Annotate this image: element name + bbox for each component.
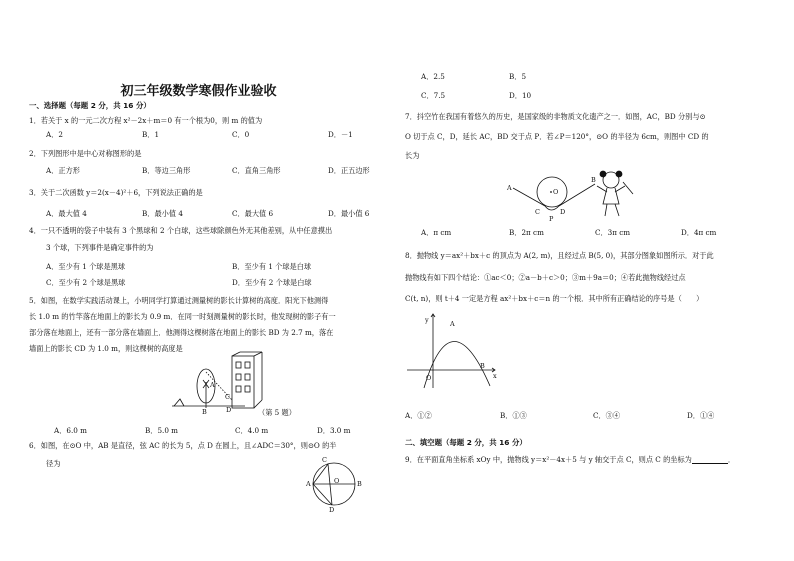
- q4-option-d[interactable]: D．至少有 2 个球是白球: [232, 278, 312, 287]
- q7-label-b: B: [591, 176, 596, 184]
- q4-stem-line1: 4．一只不透明的袋子中装有 3 个黑球和 2 个白球，这些球除颜色外无其他差别，从中任意摸出: [29, 226, 333, 235]
- q5-option-d[interactable]: D．3.0 m: [317, 426, 351, 435]
- q8-stem-line1: 8．抛物线 y＝ax²＋bx＋c 的顶点为 A(2, m)，且经过点 B(5, 0)，其部分图象如图所示．对于此: [405, 251, 714, 260]
- q5-label-d: D: [226, 406, 232, 414]
- q6-label-c: C: [322, 456, 327, 464]
- q6-stem-line2: 径为: [46, 459, 61, 468]
- q5-stem-line2: 长 1.0 m 的竹竿落在地面上的影长为 0.9 m．在同一时刻测量树的影长时，他发现树的影子有一: [29, 312, 336, 321]
- q7-option-d[interactable]: D．4π cm: [681, 228, 717, 237]
- q4-stem-line2: 3 个球，下列事件是确定事件的为: [46, 243, 154, 252]
- q5-label-b: B: [202, 408, 207, 416]
- q7-diabolo-figure: [507, 170, 647, 222]
- q7-option-c[interactable]: C．3π cm: [595, 228, 631, 237]
- section-fill-heading: 二、填空题（每题 2 分，共 16 分）: [405, 438, 527, 447]
- q7-stem-line2: O 切于点 C，D，延长 AC，BD 交于点 P．若∠P＝120°，⊙O 的半径为 6cm，则图中 CD 的: [405, 132, 709, 141]
- q6-chord-cd: [328, 464, 332, 505]
- q2-option-d[interactable]: D．正五边形: [328, 166, 370, 175]
- q9-answer-blank[interactable]: [692, 456, 728, 464]
- right-column: [397, 0, 794, 561]
- q7-tangent-bd: [559, 184, 595, 206]
- q1-option-a[interactable]: A．2: [46, 130, 63, 139]
- q5-option-a[interactable]: A．6.0 m: [54, 426, 87, 435]
- q6-label-b: B: [357, 480, 362, 488]
- q9-line: [405, 455, 735, 464]
- q8-option-c[interactable]: C．③④: [593, 411, 621, 420]
- q5-label-a: A: [210, 381, 215, 389]
- q8-stem-line2: 抛物线有如下四个结论：①ac＜0；②a－b＋c＞0；③m＋9a＝0；④若此抛物线经过点: [405, 273, 686, 282]
- q4-option-a[interactable]: A．至少有 1 个球是黑球: [46, 262, 126, 271]
- q7-label-o: O: [553, 188, 559, 196]
- q3-option-b[interactable]: B．最小值 4: [142, 209, 183, 218]
- q5-figure-caption: （第 5 题）: [258, 408, 296, 417]
- section-choice-heading: 一、选择题（每题 2 分，共 16 分）: [29, 101, 151, 110]
- q5-stem-line3: 部分落在地面上，还有一部分落在墙面上．他测得这棵树落在地面上的影长 BD 为 2.7 m，落在: [29, 328, 334, 337]
- q6-option-c[interactable]: C．7.5: [421, 91, 446, 100]
- q6-label-o: O: [334, 477, 340, 485]
- q6-option-d[interactable]: D．10: [509, 91, 532, 100]
- q6-option-b[interactable]: B．5: [509, 72, 527, 81]
- q5-building: [232, 356, 254, 408]
- q2-stem: 2．下列图形中是中心对称图形的是: [29, 149, 142, 158]
- q7-circle-o: [537, 177, 567, 207]
- q5-stem-line1: 5．如图，在数学实践活动课上，小明同学打算通过测量树的影长计算树的高度．阳光下他测得: [29, 296, 329, 305]
- q6-label-d: D: [329, 506, 335, 514]
- q5-option-b[interactable]: B．5.0 m: [145, 426, 179, 435]
- q4-option-c[interactable]: C．至少有 2 个球是黑球: [46, 278, 126, 287]
- q8-stem-line3: C(t, n)，则 t＋4 一定是方程 ax²＋bx＋c＝n 的一个根．其中所有正确结论的序号是（ ）: [405, 294, 704, 303]
- q8-label-y: y: [425, 316, 429, 324]
- q5-label-c: C: [225, 393, 230, 401]
- q5-option-c[interactable]: C．4.0 m: [235, 426, 269, 435]
- page-title: 初三年级数学寒假作业验收: [120, 84, 277, 99]
- q7-label-p: P: [549, 215, 554, 223]
- q6-label-a: A: [306, 480, 311, 488]
- q2-option-b[interactable]: B．等边三角形: [142, 166, 191, 175]
- q9-stem: 9．在平面直角坐标系 xOy 中，抛物线 y＝x²－4x＋5 与 y 轴交于点 C，则点 C 的坐标为: [405, 455, 692, 464]
- q1-option-c[interactable]: C．0: [232, 130, 250, 139]
- q7-label-d: D: [560, 208, 566, 216]
- q8-parabola-figure: [407, 312, 507, 390]
- q7-option-a[interactable]: A．π cm: [421, 228, 452, 237]
- q7-label-a: A: [507, 184, 512, 192]
- q7-stem-line3: 长为: [405, 151, 420, 160]
- q8-label-o: O: [426, 374, 432, 382]
- q8-option-b[interactable]: B．①③: [500, 411, 527, 420]
- q7-child-body: [603, 188, 619, 204]
- q1-stem: 1．若关于 x 的一元二次方程 x²－2x＋m＝0 有一个根为0，则 m 的值为: [29, 116, 263, 125]
- q3-option-d[interactable]: D．最小值 6: [328, 209, 370, 218]
- q1-option-b[interactable]: B．1: [142, 130, 160, 139]
- q7-tangent-ac: [513, 188, 545, 206]
- q4-option-b[interactable]: B．至少有 1 个球是白球: [232, 262, 312, 271]
- q8-label-b: B: [480, 362, 485, 370]
- q9-end: ．: [727, 455, 736, 464]
- q7-option-b[interactable]: B．2π cm: [509, 228, 544, 237]
- q8-option-d[interactable]: D．①④: [687, 411, 715, 420]
- q6-option-a[interactable]: A．2.5: [421, 72, 445, 81]
- q1-option-d[interactable]: D．－1: [328, 130, 353, 139]
- q5-stem-line4: 墙面上的影长 CD 为 1.0 m，则这棵树的高度是: [29, 344, 183, 353]
- q2-option-a[interactable]: A．正方形: [46, 166, 80, 175]
- q7-stem-line1: 7．抖空竹在我国有着悠久的历史，是国家级的非物质文化遗产之一．如图，AC，BD 分别与⊙: [405, 112, 706, 121]
- q8-label-x: x: [493, 372, 497, 380]
- q3-option-a[interactable]: A．最大值 4: [46, 209, 87, 218]
- q2-option-c[interactable]: C．直角三角形: [232, 166, 281, 175]
- q5-pole: [174, 399, 184, 406]
- q3-stem: 3．关于二次函数 y＝2(x－4)²＋6，下列说法正确的是: [29, 188, 203, 197]
- q3-option-c[interactable]: C．最大值 6: [232, 209, 274, 218]
- q8-label-a: A: [450, 320, 455, 328]
- q6-circle-figure: [308, 456, 368, 512]
- q7-label-c: C: [535, 208, 540, 216]
- q6-stem-line1: 6．如图，在⊙O 中，AB 是直径，弦 AC 的长为 5，点 D 在圆上，且∠ADC＝30°，则⊙O 的半: [29, 441, 337, 450]
- q8-option-a[interactable]: A．①②: [405, 411, 432, 420]
